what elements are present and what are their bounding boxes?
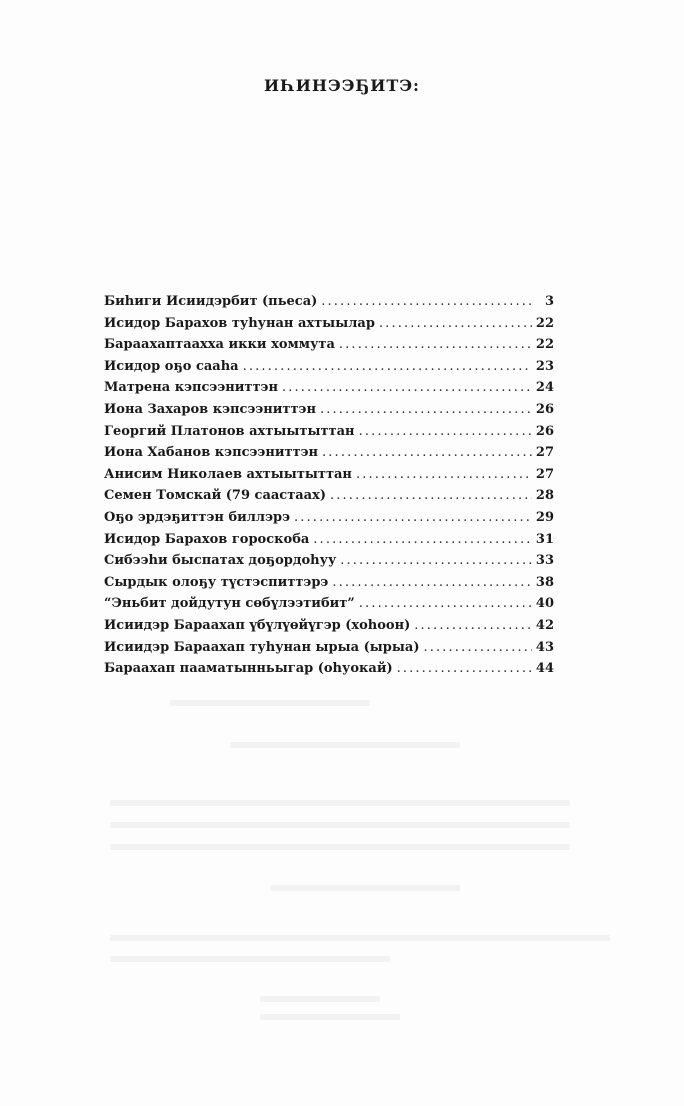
toc-entry bbox=[104, 553, 554, 575]
toc-entry bbox=[104, 596, 554, 618]
show-through-mark bbox=[170, 700, 370, 706]
toc-entry-page-number: 44 bbox=[535, 661, 554, 677]
show-through-mark bbox=[260, 1014, 400, 1020]
toc-leader-dots bbox=[359, 596, 532, 611]
toc-leader-dots bbox=[356, 467, 532, 482]
show-through-mark bbox=[110, 935, 610, 941]
toc-entry-page-number: 26 bbox=[535, 401, 554, 417]
toc-entry-page-number: 24 bbox=[535, 380, 554, 396]
toc-leader-dots bbox=[339, 337, 532, 352]
toc-entry-title: Оҕо эрдэҕиттэн биллэрэ bbox=[104, 509, 291, 525]
toc-entry-title: Сибээһи быспатах доҕордоһуу bbox=[104, 553, 337, 569]
table-of-contents bbox=[104, 294, 554, 683]
toc-leader-dots bbox=[322, 445, 532, 460]
toc-leader-dots bbox=[282, 380, 532, 395]
toc-entry bbox=[104, 661, 554, 683]
toc-entry bbox=[104, 618, 554, 640]
toc-leader-dots bbox=[423, 640, 531, 655]
toc-entry bbox=[104, 445, 554, 467]
toc-entry-title: Исиидэр Бараахап үбүлүөйүгэр (хоһоон) bbox=[104, 617, 411, 633]
toc-entry bbox=[104, 402, 554, 424]
show-through-mark bbox=[260, 996, 380, 1002]
toc-entry bbox=[104, 424, 554, 446]
toc-entry-title: Бараахап пааматынньыгар (оһуокай) bbox=[104, 661, 393, 677]
show-through-mark bbox=[270, 885, 460, 891]
toc-leader-dots bbox=[330, 488, 532, 503]
toc-entry-page-number: 31 bbox=[535, 531, 554, 547]
toc-leader-dots bbox=[313, 532, 532, 547]
toc-entry-page-number: 29 bbox=[535, 509, 554, 525]
show-through-mark bbox=[110, 956, 390, 962]
page-title: ИҺИНЭЭҔИТЭ: bbox=[264, 76, 420, 95]
toc-entry-title: Семен Томскай (79 сaастаах) bbox=[104, 488, 327, 504]
show-through-mark bbox=[110, 822, 570, 828]
toc-entry-title: Исидор Барахов гороскоба bbox=[104, 531, 310, 547]
show-through-mark bbox=[230, 742, 460, 748]
toc-entry-page-number: 42 bbox=[535, 617, 554, 633]
toc-entry-page-number: 43 bbox=[535, 639, 554, 655]
toc-entry bbox=[104, 510, 554, 532]
toc-entry-page-number: 23 bbox=[535, 358, 554, 374]
toc-entry-title: Исиидэр Бараахап туһунан ырыа (ырыа) bbox=[104, 639, 420, 655]
toc-leader-dots bbox=[320, 402, 532, 417]
toc-leader-dots bbox=[332, 575, 532, 590]
toc-entry-page-number: 40 bbox=[535, 596, 554, 612]
toc-entry bbox=[104, 337, 554, 359]
toc-entry-page-number: 28 bbox=[535, 488, 554, 504]
toc-entry bbox=[104, 488, 554, 510]
toc-leader-dots bbox=[414, 618, 532, 633]
toc-leader-dots bbox=[379, 316, 532, 331]
toc-entry-title: Матрена кэпсээниттэн bbox=[104, 380, 278, 396]
toc-leader-dots bbox=[294, 510, 532, 525]
toc-entry-page-number: 27 bbox=[535, 466, 554, 482]
toc-entry bbox=[104, 575, 554, 597]
toc-entry-title: Исидор Барахов туһунан ахтыылар bbox=[104, 315, 375, 331]
toc-entry-page-number: 22 bbox=[535, 337, 554, 353]
toc-entry bbox=[104, 359, 554, 381]
toc-entry-page-number: 26 bbox=[535, 423, 554, 439]
toc-entry bbox=[104, 316, 554, 338]
toc-entry-title: Иона Захаров кэпсээниттэн bbox=[104, 401, 316, 417]
toc-entry bbox=[104, 380, 554, 402]
toc-leader-dots bbox=[397, 661, 532, 676]
show-through-mark bbox=[110, 844, 570, 850]
toc-entry-page-number: 22 bbox=[535, 315, 554, 331]
toc-entry-title: Георгий Платонов ахтыытыттан bbox=[104, 423, 355, 439]
toc-entry bbox=[104, 532, 554, 554]
toc-entry-title: Биһиги Исиидэрбит (пьеса) bbox=[104, 294, 318, 309]
toc-entry-page-number: 3 bbox=[544, 294, 554, 309]
toc-entry-title: Сырдык олоҕу түстэспиттэрэ bbox=[104, 574, 329, 590]
toc-leader-dots bbox=[340, 553, 532, 568]
toc-entry bbox=[104, 640, 554, 662]
toc-entry-page-number: 27 bbox=[535, 445, 554, 461]
toc-entry-title: Бараахаптаахха икки хоммута bbox=[104, 337, 335, 353]
show-through-mark bbox=[110, 800, 570, 806]
toc-entry bbox=[104, 467, 554, 489]
toc-entry-title: Иона Хабанов кэпсээниттэн bbox=[104, 445, 319, 461]
toc-entry-page-number: 38 bbox=[535, 574, 554, 590]
toc-leader-dots bbox=[321, 294, 532, 309]
toc-leader-dots bbox=[243, 359, 532, 374]
toc-entry bbox=[104, 294, 554, 316]
toc-leader-dots bbox=[359, 424, 532, 439]
toc-entry-title: Исидор оҕо сааһа bbox=[104, 358, 239, 374]
toc-entry-page-number: 33 bbox=[535, 553, 554, 569]
toc-entry-title: “Эньбит дойдутун сөбүлээтибит” bbox=[104, 596, 355, 612]
toc-entry-title: Анисим Николаев ахтыытыттан bbox=[104, 466, 352, 482]
